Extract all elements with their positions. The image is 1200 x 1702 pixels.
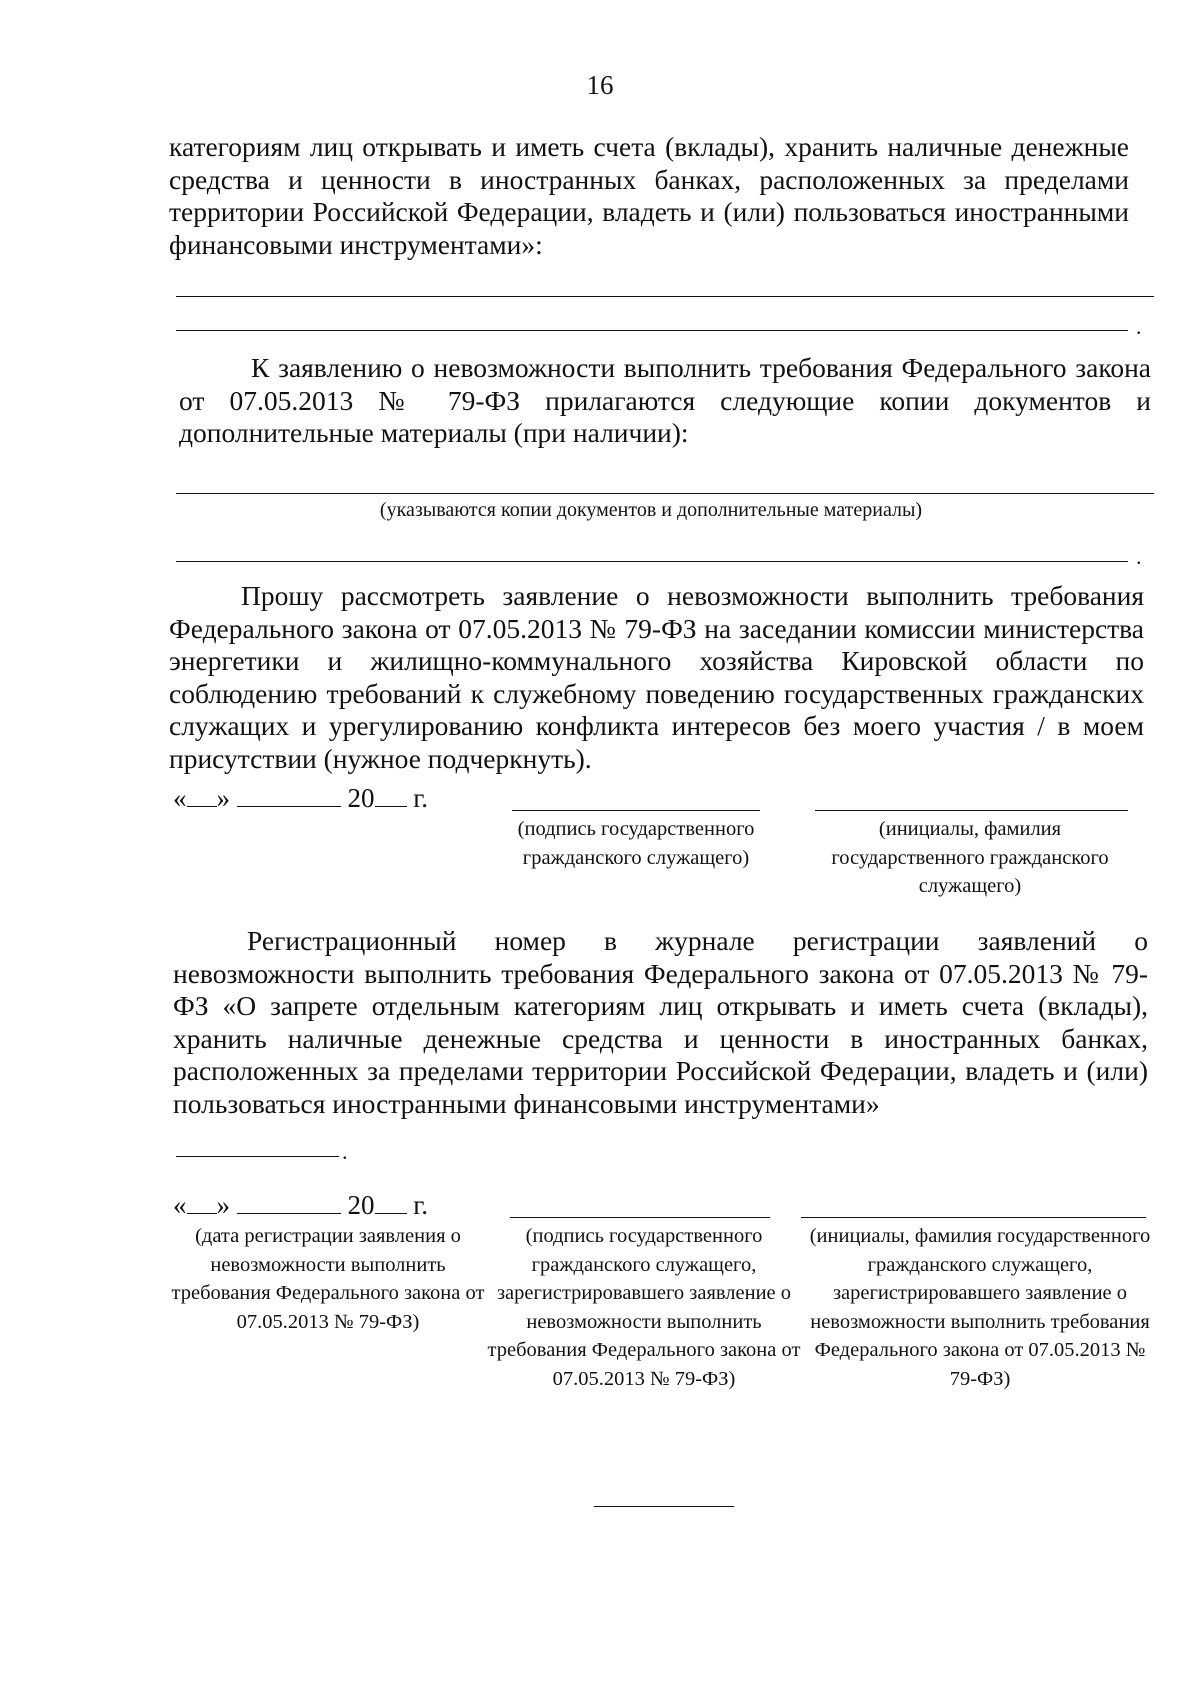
year-prefix: 20 bbox=[347, 783, 375, 813]
end-separator bbox=[594, 1506, 734, 1507]
page-number: 16 bbox=[586, 70, 614, 100]
year-blank bbox=[375, 1191, 407, 1214]
year-suffix: г. bbox=[413, 1190, 429, 1220]
request-paragraph: Прошу рассмотреть заявление о невозможности выполнить требования Федерального закона от 07.05.2013 № 79-ФЗ на заседании комиссии министерства энергетики и жилищно-коммунального хозяйства Кировской области по соблюдению требований к служебному поведению государственных гражданских служащих и урегулированию конфликта интересов без моего участия / в моем присутствии (нужное подчеркнуть). bbox=[169, 580, 1144, 774]
quote-close: » bbox=[216, 783, 230, 813]
date-line-2 bbox=[173, 1190, 428, 1221]
attachments-line-2-period: . bbox=[1136, 544, 1142, 569]
quote-open: « bbox=[173, 1190, 187, 1220]
initials-caption-2: (инициалы, фамилия государственного гражданского служащего, зарегистрировавшего заявление о невозможности выполнить требования Федерального закона от 07.05.2013 № 79-ФЗ) bbox=[809, 1225, 1151, 1390]
intro-paragraph: категориям лиц открывать и иметь счета (вклады), хранить наличные денежные средства и ценности в иностранных банках, расположенных за пределами территории Российской Федерации, владеть и (или) пользоваться иностранными финансовыми инструментами»: bbox=[169, 131, 1129, 260]
month-blank bbox=[237, 1191, 341, 1214]
attachments-line-2 bbox=[176, 561, 1128, 562]
initials-caption-1: (инициалы, фамилия государственного гражданского служащего) bbox=[831, 818, 1109, 897]
date-caption-2: (дата регистрации заявления о невозможности выполнить требования Федерального закона от 07.05.2013 № 79-ФЗ) bbox=[171, 1225, 485, 1333]
month-blank bbox=[237, 784, 341, 807]
signature-line-2 bbox=[510, 1217, 770, 1218]
day-blank bbox=[187, 1191, 217, 1214]
date-line-1 bbox=[173, 783, 428, 814]
blank-line-2-period: . bbox=[1136, 314, 1142, 339]
attachments-paragraph: К заявлению о невозможности выполнить требования Федерального закона от 07.05.2013 № 79-ФЗ прилагаются следующие копии документов и дополнительные материалы (при наличии): bbox=[179, 352, 1151, 448]
attachments-line bbox=[176, 493, 1154, 494]
registration-number-line bbox=[176, 1156, 339, 1157]
day-blank bbox=[187, 784, 217, 807]
signature-line-1 bbox=[512, 810, 760, 811]
initials-line-1 bbox=[815, 810, 1128, 811]
blank-line-2 bbox=[176, 330, 1128, 331]
year-suffix: г. bbox=[413, 783, 429, 813]
attachments-note: (указываются копии документов и дополнительные материалы) bbox=[379, 499, 923, 521]
registration-paragraph: Регистрационный номер в журнале регистрации заявлений о невозможности выполнить требования Федерального закона от 07.05.2013 № 79-ФЗ «О запрете отдельным категориям лиц открывать и иметь счета (вклады), хранить наличные денежные средства и ценности в иностранных банках, расположенных за пределами территории Российской Федерации, владеть и (или) пользоваться иностранными финансовыми инструментами» bbox=[173, 925, 1148, 1119]
blank-line-1 bbox=[176, 296, 1154, 297]
initials-line-2 bbox=[801, 1217, 1146, 1218]
signature-caption-1: (подпись государственного гражданского служащего) bbox=[517, 818, 755, 869]
year-blank bbox=[375, 784, 407, 807]
year-prefix: 20 bbox=[347, 1190, 375, 1220]
signature-caption-2: (подпись государственного гражданского служащего, зарегистрировавшего заявление о невозможности выполнить требования Федерального закона от 07.05.2013 № 79-ФЗ) bbox=[487, 1225, 801, 1390]
quote-open: « bbox=[173, 783, 187, 813]
quote-close: » bbox=[216, 1190, 230, 1220]
registration-number-period: . bbox=[342, 1139, 348, 1164]
